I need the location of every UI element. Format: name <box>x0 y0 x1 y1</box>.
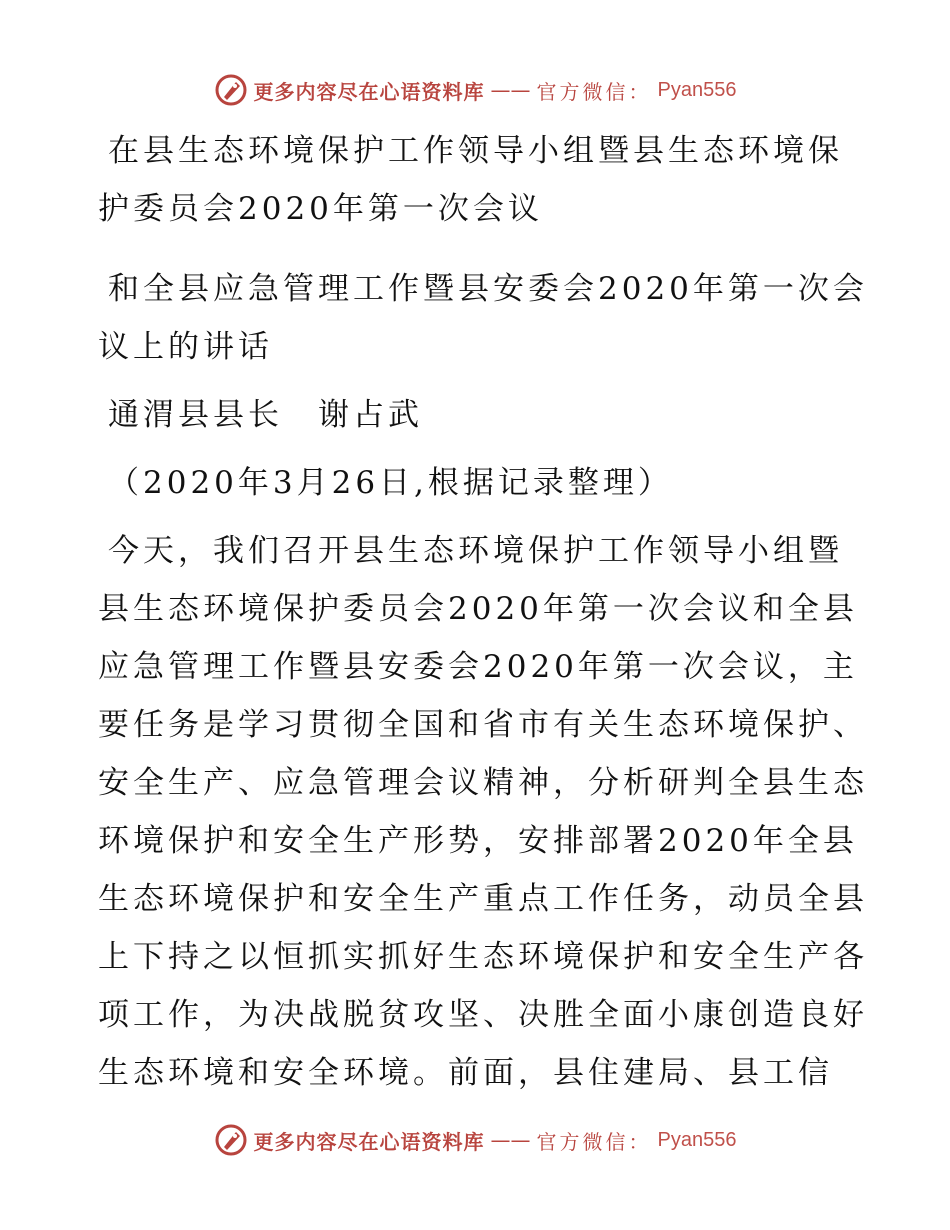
header-banner <box>0 70 950 110</box>
date-note: （2020年3月26日,根据记录整理） <box>108 465 673 501</box>
banner-title: 更多内容尽在心语资料库 <box>253 79 485 104</box>
banner-official-label: 官方微信： <box>536 79 652 104</box>
pen-nib-logo-icon <box>214 73 248 107</box>
body-line: 生态环境和安全环境。前面，县住建局、县工信 <box>98 1055 833 1091</box>
body-line: 县生态环境保护委员会2020年第一次会议和全县 <box>98 591 858 627</box>
body-line: 要任务是学习贯彻全国和省市有关生态环境保护、 <box>98 707 868 743</box>
banner-official-label: 官方微信： <box>536 1129 652 1154</box>
body-line: 项工作，为决战脱贫攻坚、决胜全面小康创造良好 <box>98 997 868 1033</box>
title-line-3: 和全县应急管理工作暨县安委会2020年第一次会 <box>108 271 868 307</box>
banner-wechat-id: Pyan556 <box>657 1128 737 1151</box>
body-line: 生态环境保护和安全生产重点工作任务，动员全县 <box>98 881 868 917</box>
body-line: 应急管理工作暨县安委会2020年第一次会议，主 <box>98 649 858 685</box>
title-line-4: 议上的讲话 <box>98 329 273 365</box>
footer-banner <box>0 1120 950 1160</box>
body-line: 环境保护和安全生产形势，安排部署2020年全县 <box>98 823 858 859</box>
banner-dash: —— <box>490 78 531 102</box>
speaker-line: 通渭县县长 谢占武 <box>108 397 423 433</box>
banner-title: 更多内容尽在心语资料库 <box>253 1129 485 1154</box>
banner-dash: —— <box>490 1128 531 1152</box>
title-line-1: 在县生态环境保护工作领导小组暨县生态环境保 <box>108 133 843 169</box>
banner-wechat-id: Pyan556 <box>657 78 737 101</box>
document-body <box>98 122 868 1102</box>
body-line: 安全生产、应急管理会议精神，分析研判全县生态 <box>98 765 868 801</box>
title-line-2: 护委员会2020年第一次会议 <box>98 191 543 227</box>
body-line: 今天，我们召开县生态环境保护工作领导小组暨 <box>108 533 843 569</box>
body-line: 上下持之以恒抓实抓好生态环境保护和安全生产各 <box>98 939 868 975</box>
pen-nib-logo-icon <box>214 1123 248 1157</box>
